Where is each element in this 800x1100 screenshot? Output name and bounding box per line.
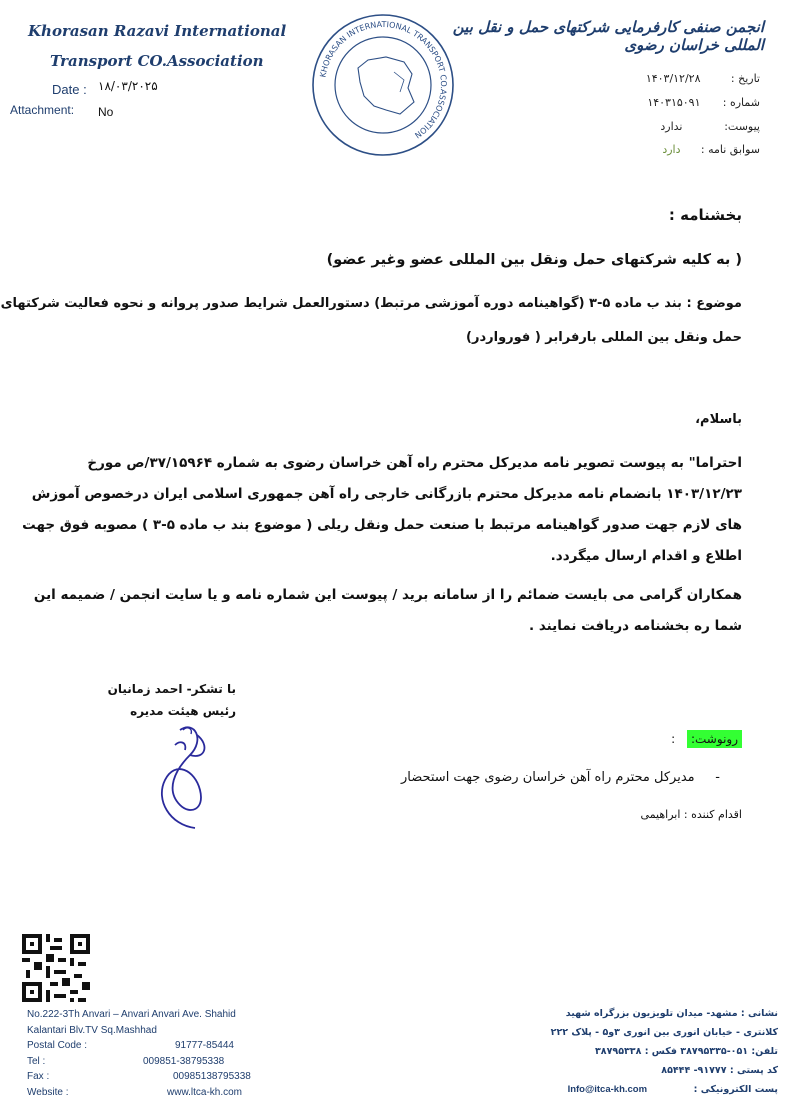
footer-web-row	[27, 1085, 287, 1100]
subject-line-1: موضوع : بند ب ماده ۵-۳ (گواهینامه دوره آموزشی مرتبط) دستورالعمل شرایط صدور پروانه و نحوه فعالیت شرکتهای	[0, 296, 742, 311]
paragraph-1-line-4: اطلاع و اقدام ارسال میگردد.	[550, 548, 742, 564]
footer-postal-row	[27, 1038, 287, 1054]
signature-thanks: با تشکر- احمد زمانیان	[107, 682, 236, 696]
footer-tel-row	[27, 1054, 287, 1070]
footer-address-line1: No.222-3Th Anvari – Anvari Anvari Ave. Shahid	[27, 1009, 236, 1020]
meta-history-label: سوابق نامه :	[700, 143, 760, 156]
footer-fa	[518, 1004, 778, 1099]
footer-address-line2: Kalantari Blv.TV Sq.Mashhad	[27, 1024, 157, 1036]
footer-postal-label: Postal Code :	[27, 1040, 88, 1051]
date-value-en: ۱۸/۰۳/۲۰۲۵	[98, 79, 158, 93]
footer-fa-email-row	[518, 1080, 778, 1099]
subject-line-2: حمل ونقل بین المللی بارفرابر ( فورواردر)	[466, 330, 742, 345]
date-label-en: Date :	[52, 82, 87, 97]
action-by: اقدام کننده : ابراهیمی	[640, 808, 742, 821]
footer-fa-address-line2: کلانتری - خیابان انوری بین انوری ۳و۵ - پلاک ۲۲۲	[550, 1027, 778, 1038]
footer-email-link[interactable]: Info@itca-kh.com	[567, 1084, 648, 1095]
association-seal	[308, 10, 458, 160]
meta-attachment-row	[540, 120, 760, 133]
footer-tel-label: Tel :	[27, 1055, 46, 1067]
footer-web-label: Website :	[27, 1086, 69, 1098]
paragraph-2	[33, 580, 742, 642]
paragraph-1-line-2: ۱۴۰۳/۱۲/۲۳ بانضمام نامه مدیرکل محترم بازرگانی خارجی راه آهن جمهوری اسلامی ایران درخصوص آموزش	[31, 486, 742, 502]
meta-date-label: تاریخ :	[730, 72, 760, 85]
meta-date-row	[540, 72, 760, 85]
meta-history-row	[540, 143, 760, 156]
signature-title: رئیس هیئت مدیره	[130, 704, 236, 718]
footer-fax-value: 00985138795338	[173, 1071, 251, 1082]
qr-code	[22, 934, 90, 1002]
cc-colon: :	[671, 732, 676, 746]
footer-website-link[interactable]: www.ltca-kh.com	[167, 1086, 243, 1098]
cc-item	[401, 770, 720, 785]
org-name-en-line1: Khorasan Razavi International	[28, 22, 287, 40]
circular-heading: بخشنامه :	[668, 206, 742, 224]
paragraph-1-line-3: های لازم جهت صدور گواهینامه مرتبط با صنعت حمل ونقل ریلی ( موضوع بند ب ماده ۵-۳ ) مصوبه فوق جهت	[22, 517, 742, 533]
paragraph-2-line-1: همکاران گرامی می بایست ضمائم را از سامانه برید / پیوست این شماره نامه و یا سایت انجمن / ضمیمه این	[33, 587, 742, 603]
meta-number-label: شماره :	[722, 96, 760, 109]
greeting: باسلام،	[695, 412, 742, 427]
svg-text:KHORASAN INTERNATIONAL TRANSPO	[318, 20, 448, 140]
cc-label: رونوشت:	[687, 730, 742, 748]
footer-fa-email-label: پست الکترونیکی :	[693, 1084, 778, 1095]
recipients-line: ( به کلیه شرکتهای حمل ونقل بین المللی عضو وغیر عضو)	[326, 252, 742, 268]
meta-attachment-value: ندارد	[660, 120, 683, 133]
meta-number-row	[540, 96, 760, 109]
attachment-value-en: No	[98, 105, 114, 119]
paragraph-2-line-2: شما ره بخشنامه دریافت نمایند .	[529, 618, 742, 634]
footer-fax-row	[27, 1069, 287, 1085]
footer-postal-value: 91777-85444	[175, 1040, 234, 1051]
footer-en	[27, 1007, 287, 1100]
org-name-fa: انجمن صنفی کارفرمایی شرکتهای حمل و نقل بین المللی خراسان رضوی	[452, 18, 764, 54]
footer-fa-phone: تلفن: ۰۵۱-۳۸۷۹۵۳۳۵ فکس : ۳۸۷۹۵۳۳۸	[595, 1046, 778, 1057]
cc-label-row	[671, 732, 742, 746]
handwritten-signature	[135, 700, 245, 835]
footer-fa-postal: کد پستی : ۹۱۷۷۷- ۸۵۴۴۴	[661, 1065, 778, 1076]
paragraph-1	[22, 448, 742, 572]
meta-date-value: ۱۴۰۳/۱۲/۲۸	[645, 72, 701, 85]
footer-tel-value: 009851-38795338	[143, 1055, 225, 1067]
footer-fa-address-line1: نشانی : مشهد- میدان تلویزیون بزرگراه شهید	[565, 1008, 778, 1019]
meta-attachment-label: پیوست:	[724, 120, 760, 133]
paragraph-1-line-1: احتراما" به پیوست تصویر نامه مدیرکل محترم راه آهن خراسان رضوی به شماره ۳۷/۱۵۹۶۴/ص مورخ	[87, 455, 742, 471]
meta-number-value: ۱۴۰۳۱۵۰۹۱	[647, 96, 701, 109]
attachment-label-en: Attachment:	[10, 103, 75, 117]
meta-history-value: دارد	[662, 143, 681, 156]
cc-item-text: مدیرکل محترم راه آهن خراسان رضوی جهت استحضار	[400, 770, 695, 785]
cc-item-bullet: -	[698, 770, 720, 785]
seal-text: KHORASAN INTERNATIONAL TRANSPORT CO.ASSOCIATION	[318, 19, 449, 140]
footer-fax-label: Fax :	[27, 1071, 50, 1082]
org-name-en-line2: Transport CO.Association	[50, 52, 264, 70]
